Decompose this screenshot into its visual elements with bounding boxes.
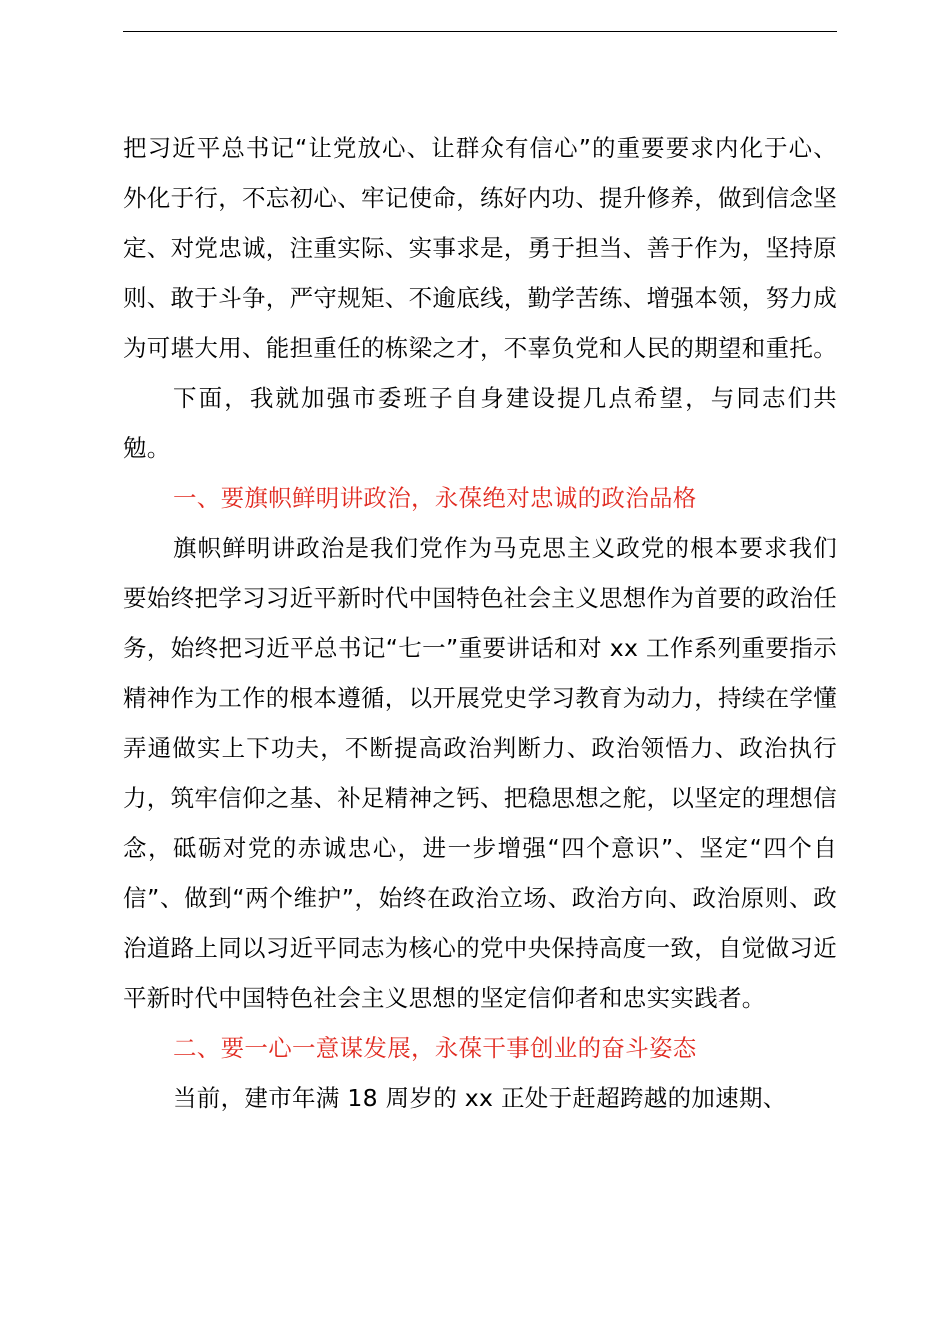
document-body (123, 123, 837, 1123)
header-rule (123, 31, 837, 32)
paragraph-continuation: 把习近平总书记“让党放心、让群众有信心”的重要要求内化于心、外化于行，不忘初心、牢记使命，练好内功、提升修养，做到信念坚定、对党忠诚，注重实际、实事求是，勇于担当、善于作为，坚持原则、敢于斗争，严守规矩、不逾底线，勤学苦练、增强本领，努力成为可堪大用、能担重任的栋梁之才，不辜负党和人民的期望和重托。 (123, 134, 837, 362)
paragraph-section-2: 当前，建市年满 18 周岁的 xx 正处于赶超跨越的加速期、 (173, 1084, 787, 1112)
paragraph-intro: 下面，我就加强市委班子自身建设提几点希望，与同志们共勉。 (123, 384, 837, 462)
paragraph-section-1: 旗帜鲜明讲政治是我们党作为马克思主义政党的根本要求我们要始终把学习习近平新时代中国特色社会主义思想作为首要的政治任务，始终把习近平总书记“七一”重要讲话和对 xx 工作系列重要指示精神作为工作的根本遵循，以开展党史学习教育为动力，持续在学懂弄通做实上下功夫，不断提高政治判断力、政治领悟力、政治执行力，筑牢信仰之基、补足精神之钙、把稳思想之舵，以坚定的理想信念，砥砺对党的赤诚忠心，进一步增强“四个意识”、坚定“四个自信”、做到“两个维护”，始终在政治立场、政治方向、政治原则、政治道路上同以习近平同志为核心的党中央保持高度一致，自觉做习近平新时代中国特色社会主义思想的坚定信仰者和忠实实践者。 (123, 534, 837, 1012)
section-heading-1: 一、要旗帜鲜明讲政治，永葆绝对忠诚的政治品格 (173, 484, 697, 512)
section-heading-2: 二、要一心一意谋发展，永葆干事创业的奋斗姿态 (173, 1034, 697, 1062)
